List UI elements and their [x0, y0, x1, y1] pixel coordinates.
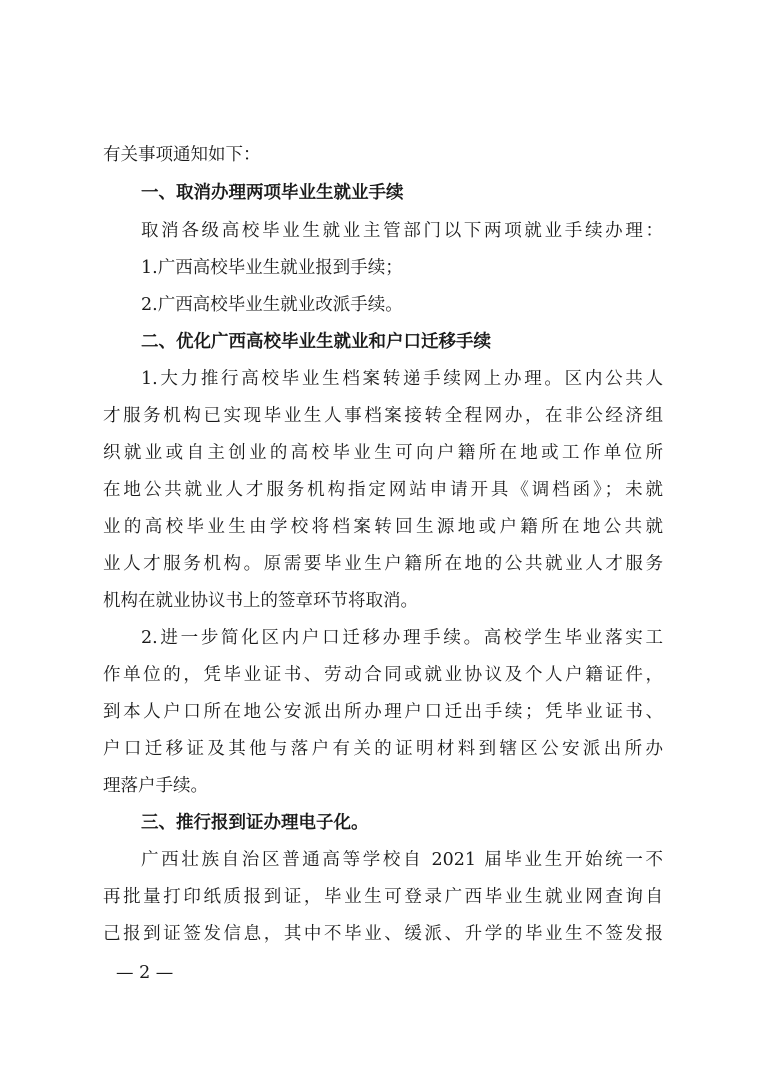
paragraph-line: 户口迁移证及其他与落户有关的证明材料到辖区公安派出所办 — [103, 739, 663, 759]
paragraph-line: 业人才服务机构。原需要毕业生户籍所在地的公共就业人才服务 — [103, 554, 663, 574]
section-heading-2: 二、优化广西高校毕业生就业和户口迁移手续 — [141, 332, 491, 352]
paragraph-line: 己报到证签发信息，其中不毕业、缓派、升学的毕业生不签发报 — [103, 924, 663, 944]
list-item-1: 1.广西高校毕业生就业报到手续； — [141, 258, 403, 278]
section-heading-3: 三、推行报到证办理电子化。 — [141, 813, 369, 833]
paragraph-line: 织就业或自主创业的高校毕业生可向户籍所在地或工作单位所 — [103, 443, 663, 463]
paragraph-line: 作单位的，凭毕业证书、劳动合同或就业协议及个人户籍证件， — [103, 665, 663, 685]
list-item-2: 2.广西高校毕业生就业改派手续。 — [141, 295, 403, 315]
paragraph-line: 业的高校毕业生由学校将档案转回生源地或户籍所在地公共就 — [103, 517, 663, 537]
section-heading-1: 一、取消办理两项毕业生就业手续 — [141, 183, 404, 203]
paragraph-line: 再批量打印纸质报到证，毕业生可登录广西毕业生就业网查询自 — [103, 887, 663, 907]
paragraph-line: 理落户手续。 — [103, 776, 208, 796]
paragraph-line: 广西壮族自治区普通高等学校自 2021 届毕业生开始统一不 — [141, 850, 663, 870]
paragraph-line: 机构在就业协议书上的签章环节将取消。 — [103, 591, 418, 611]
paragraph-line: 才服务机构已实现毕业生人事档案接转全程网办，在非公经济组 — [103, 406, 663, 426]
paragraph-line: 在地公共就业人才服务机构指定网站申请开具《调档函》；未就 — [103, 480, 663, 500]
paragraph-line: 2.进一步简化区内户口迁移办理手续。高校学生毕业落实工 — [141, 628, 663, 648]
paragraph-line: 取消各级高校毕业生就业主管部门以下两项就业手续办理： — [141, 221, 663, 241]
paragraph-line: 1.大力推行高校毕业生档案转递手续网上办理。区内公共人 — [141, 369, 663, 389]
paragraph-line: 到本人户口所在地公安派出所办理户口迁出手续；凭毕业证书、 — [103, 702, 663, 722]
page-number: — 2 — — [116, 963, 174, 983]
intro-line: 有关事项通知如下： — [103, 145, 261, 165]
